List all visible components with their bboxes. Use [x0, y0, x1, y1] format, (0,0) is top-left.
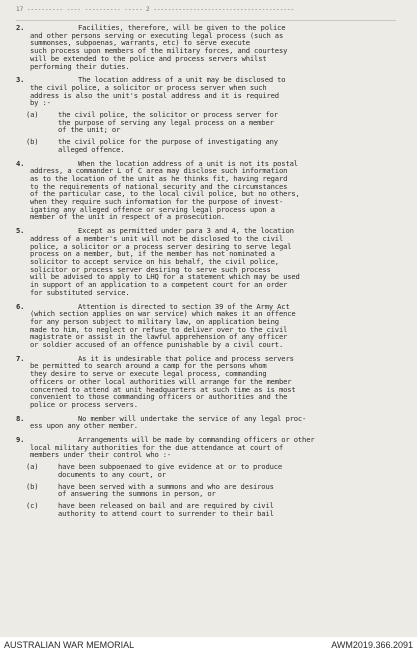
paragraph-line: convenient to those commanding officers or authorities and the — [30, 392, 288, 402]
paragraph-line: when they require such information for the purpose of invest- — [30, 197, 284, 207]
paragraph-line: ess upon any other member. — [30, 421, 138, 431]
paragraph-line: will be extended to the police and process servers whilst — [30, 53, 267, 63]
paragraph-5 — [16, 303, 401, 349]
paragraph-2 — [16, 76, 401, 153]
paragraph-number: 5. — [16, 226, 25, 236]
paragraph-line: or soldier accused of an offence punishable by a civil court. — [30, 340, 284, 350]
paragraph-line: member of the unit in respect of a prosecution. — [30, 212, 226, 222]
paragraph-number: 6. — [16, 301, 25, 311]
paragraph-line: and other persons serving or executing legal process (such as — [30, 30, 284, 40]
sub-item-text: have been released on bail and are required by civil authority to attend court to surrender to their bail — [58, 500, 274, 518]
sub-item-label: (b) — [26, 481, 39, 491]
paragraph-number: 2. — [16, 24, 25, 32]
paragraph-number: 7. — [16, 353, 25, 363]
paragraph-number: 3. — [16, 75, 25, 85]
paragraph-line: summonses, subpoenas, warrants, etc) to serve execute — [30, 38, 250, 48]
paragraph-line: solicitor or process server desiring to serve such process — [30, 264, 271, 274]
paragraph-line: (which section applies on war service) which makes it an offence — [30, 309, 296, 319]
paragraph-line: such process upon members of the military forces, and courtesy — [30, 46, 288, 56]
sub-item-label: (a) — [26, 110, 39, 120]
sub-item — [26, 463, 401, 478]
paragraph-4 — [16, 227, 401, 296]
paragraph-line: they desire to serve or execute legal process, commanding — [30, 369, 267, 379]
paragraph-line: to the requirements of national security and the circumstances — [30, 181, 288, 191]
paragraph-line: concerned to attend at unit headquarters at such time as is most — [30, 384, 296, 394]
paragraph-line: for substituted service. — [30, 287, 130, 297]
header-strip: 17 ---------- ---- ---------- ----- 2 --------------------------------------- — [16, 6, 396, 21]
sub-item — [26, 111, 401, 134]
paragraph-line: local military authorities for the due attendance at court of — [30, 442, 284, 452]
paragraph-line: police or process servers. — [30, 399, 138, 409]
paragraph-line: the civil police, a solicitor or process server when such — [30, 82, 267, 92]
paragraph-line: be permitted to search around a camp for the persons whom — [30, 361, 267, 371]
paragraph-line: police, a solicitor or a process server desiring to serve legal — [30, 241, 292, 251]
paragraph-line: When the location address of a unit is not its postal — [78, 158, 298, 168]
paragraph-number: 9. — [16, 435, 25, 445]
sub-item — [26, 483, 401, 498]
document-body — [16, 24, 401, 636]
paragraph-number: 8. — [16, 413, 25, 423]
sub-item-label: (b) — [26, 137, 39, 147]
sub-item-text: the civil police, the solicitor or process server for the purpose of serving any legal process on a member of the unit; or — [58, 110, 278, 135]
paragraph-line: officers or other local authorities will arrange for the member — [30, 376, 292, 386]
paragraph-line: in support of an application to a competent court for an order — [30, 280, 288, 290]
paragraph-line: No member will undertake the service of any legal proc- — [78, 413, 307, 423]
paragraph-line: will be advised to apply to LHQ for a statement which may be used — [30, 272, 300, 282]
paragraph-number: 4. — [16, 158, 25, 168]
paragraph-line: address, a commander L of C area may disclose such information — [30, 166, 288, 176]
archive-footer — [0, 637, 417, 653]
sub-item-label: (a) — [26, 462, 39, 472]
paragraph-line: magistrate or assist in the lawful apprehension of any officer — [30, 332, 288, 342]
paragraph-line: igating any alleged offence or serving legal process upon a — [30, 204, 275, 214]
paragraph-line: solicitor to accept service on his behalf, the civil police, — [30, 256, 279, 266]
paragraph-3 — [16, 160, 401, 222]
paragraph-line: The location address of a unit may be disclosed to — [78, 75, 286, 85]
paragraph-line: address of a member's unit will not be disclosed to the civil — [30, 233, 284, 243]
paragraph-line: Attention is directed to section 39 of the Army Act — [78, 301, 290, 311]
paragraph-line: as to the location of the unit as he thinks fit, having regard — [30, 173, 288, 183]
paragraph-7 — [16, 415, 401, 430]
paragraph-line: Facilities, therefore, will be given to the police — [78, 24, 286, 32]
paragraph-line: address is also the unit's postal address and it is required — [30, 90, 279, 100]
paragraph-1 — [16, 24, 401, 70]
sub-item-text: have been subpoenaed to give evidence at or to produce documents to any court, or — [58, 462, 283, 479]
paragraph-8 — [16, 436, 401, 517]
sub-item-text: have been served with a summons and who are desirous of answering the summons in person, or — [58, 481, 274, 499]
sub-item — [26, 502, 401, 517]
paragraph-line: members under their control who :- — [30, 450, 172, 460]
paragraph-line: Except as permitted under para 3 and 4, the location — [78, 226, 294, 236]
sub-item-text: the civil police for the purpose of investigating any alleged offence. — [58, 137, 278, 154]
sub-item — [26, 138, 401, 153]
footer-institution: AUSTRALIAN WAR MEMORIAL — [4, 640, 135, 650]
paragraph-6 — [16, 355, 401, 409]
paragraph-line: of the particular case, to the local civil police, but no others, — [30, 189, 300, 199]
paragraph-line: by :- — [30, 98, 51, 108]
paragraph-line: for any person subject to military law, on application being — [30, 316, 279, 326]
paragraph-line: made to him, to neglect or refuse to deliver over to the civil — [30, 324, 288, 334]
paragraph-line: As it is undesirable that police and process servers — [78, 353, 294, 363]
paragraph-line: performing their duties. — [30, 61, 130, 71]
paragraph-line: Arrangements will be made by commanding officers or other — [78, 435, 315, 445]
sub-item-label: (c) — [26, 500, 39, 510]
footer-accession-number: AWM2019.366.2091 — [331, 640, 413, 650]
paragraph-line: process on a member, but, if the member has not nominated a — [30, 249, 275, 259]
